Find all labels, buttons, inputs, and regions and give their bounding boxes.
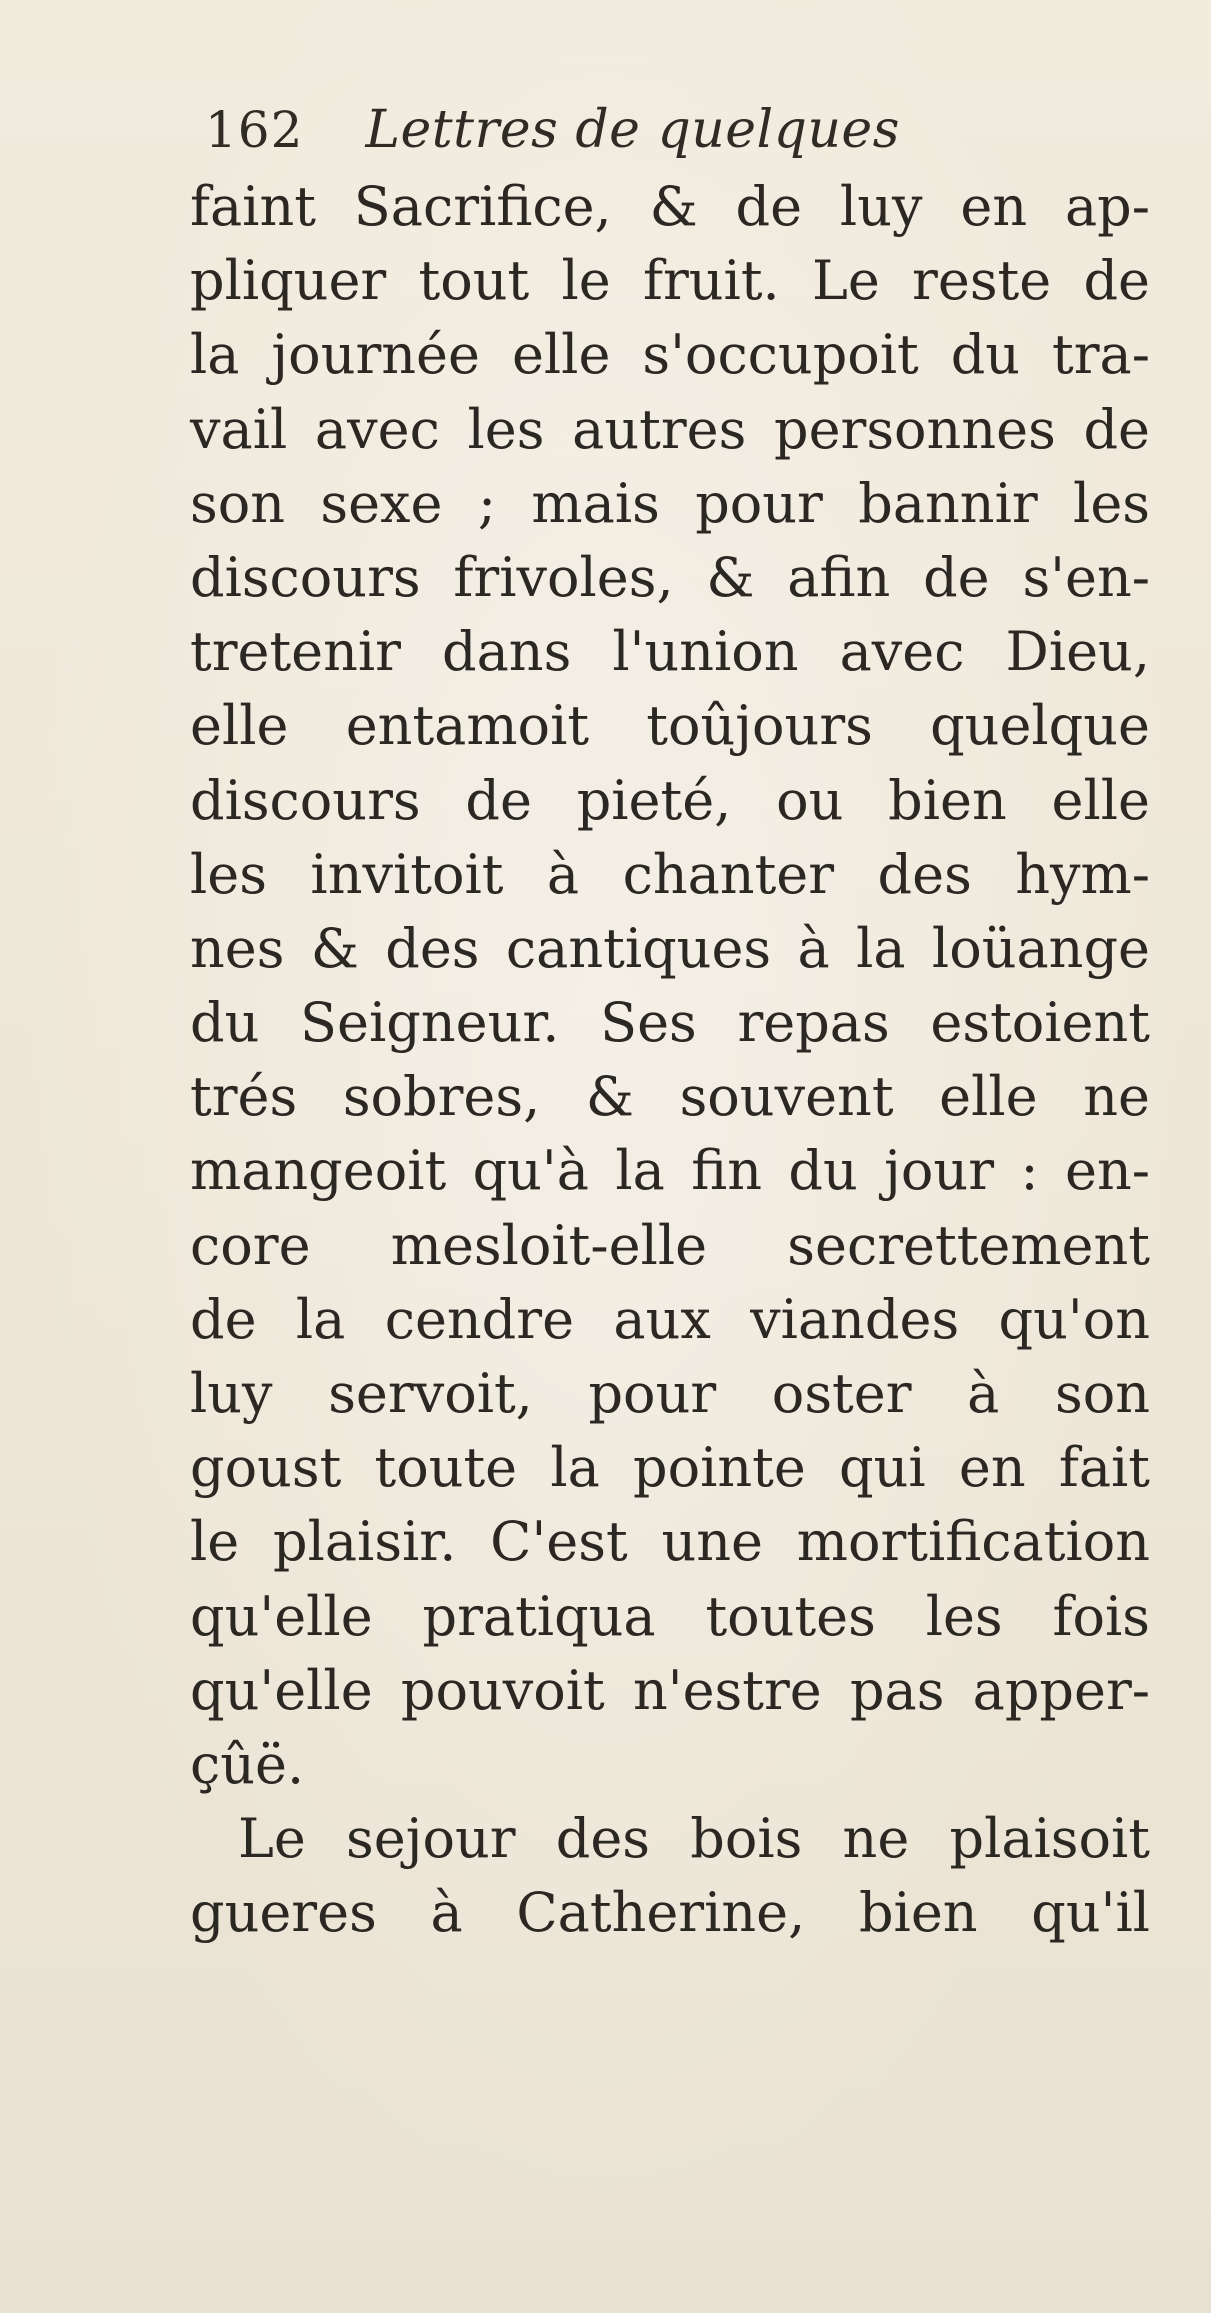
text-line: trés sobres, & souvent elle ne	[190, 1065, 1150, 1129]
text-line: son sexe ; mais pour bannir les	[190, 471, 1150, 535]
text-line: luy servoit, pour oster à son	[190, 1362, 1150, 1425]
text-line: gueres à Catherine, bien qu'il	[190, 1881, 1150, 1945]
text-line: elle entamoit toûjours quelque	[190, 694, 1150, 758]
running-title: Lettres de quelques	[365, 100, 900, 160]
text-line: faint Sacrifice, & de luy en ap-	[190, 175, 1150, 238]
text-line: qu'elle pratiqua toutes les fois	[190, 1584, 1150, 1648]
text-line: de la cendre aux viandes qu'on	[190, 1287, 1150, 1351]
text-line: du Seigneur. Ses repas estoient	[190, 991, 1150, 1055]
text-line: nes & des cantiques à la loüange	[190, 916, 1150, 980]
text-line: le plaisir. C'est une mortification	[190, 1510, 1150, 1574]
text-line: Le sejour des bois ne plaisoit	[238, 1807, 1150, 1871]
text-line: vail avec les autres personnes de	[190, 397, 1150, 461]
paragraph	[190, 1802, 1150, 1950]
text-line: goust toute la pointe qui en fait	[190, 1436, 1150, 1500]
text-line: qu'elle pouvoit n'estre pas apper-	[190, 1658, 1150, 1722]
text-line: discours frivoles, & afin de s'en-	[190, 545, 1150, 609]
text-line: discours de pieté, ou bien elle	[190, 768, 1150, 832]
text-line: les invitoit à chanter des hym-	[190, 842, 1150, 906]
text-line: core mesloit-elle secrettement	[190, 1213, 1150, 1277]
text-line: la journée elle s'occupoit du tra-	[190, 323, 1150, 387]
page-header	[205, 100, 1005, 180]
text-line: mangeoit qu'à la fin du jour : en-	[190, 1139, 1150, 1203]
paragraph	[190, 170, 1150, 1802]
text-line: çûë.	[190, 1732, 305, 1796]
text-line: pliquer tout le fruit. Le reste de	[190, 249, 1150, 313]
text-line: tretenir dans l'union avec Dieu,	[190, 620, 1150, 684]
page-number: 162	[205, 101, 304, 159]
body-text	[190, 170, 1150, 1951]
